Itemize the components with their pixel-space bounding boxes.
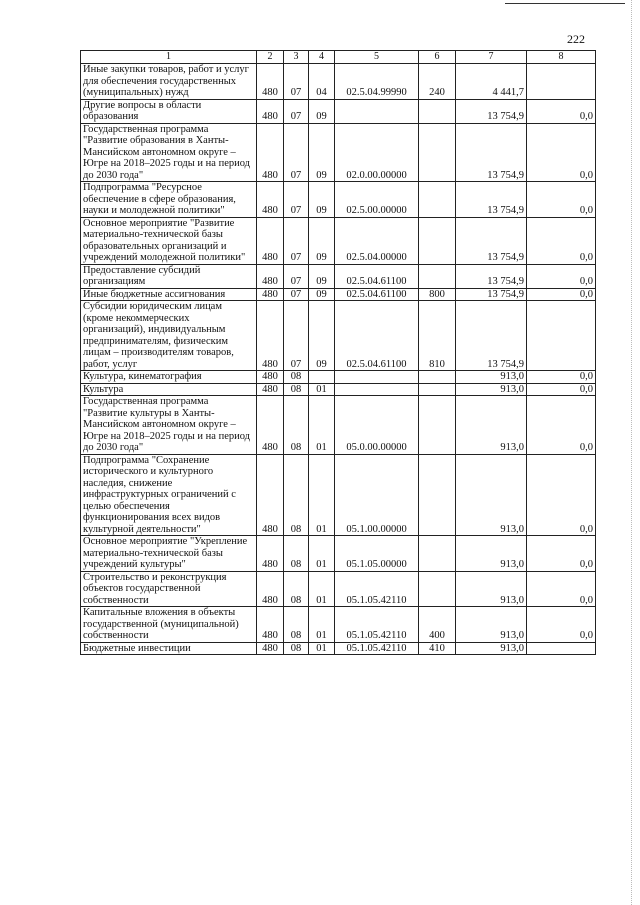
cell-admin-code: 480: [257, 383, 284, 396]
cell-target-article: 05.0.00.00000: [335, 396, 419, 455]
cell-expense-type: [419, 182, 456, 218]
cell-subsection: 09: [309, 301, 335, 371]
cell-name: Культура, кинематография: [81, 371, 257, 384]
cell-subsection: 09: [309, 264, 335, 288]
cell-subsection: 09: [309, 288, 335, 301]
cell-section: 07: [284, 99, 309, 123]
cell-section: 08: [284, 383, 309, 396]
cell-section: 08: [284, 454, 309, 536]
cell-admin-code: 480: [257, 264, 284, 288]
cell-amount: 13 754,9: [456, 123, 527, 182]
cell-section: 08: [284, 396, 309, 455]
table-row: [81, 288, 596, 301]
cell-section: 07: [284, 288, 309, 301]
cell-name: Предоставление субсидий организациям: [81, 264, 257, 288]
budget-table: [80, 50, 596, 655]
header-col-7: 7: [456, 51, 527, 64]
cell-subsection: 01: [309, 607, 335, 643]
table-row: [81, 99, 596, 123]
cell-section: 07: [284, 217, 309, 264]
header-col-8: 8: [527, 51, 596, 64]
table-row: [81, 396, 596, 455]
cell-name: Капитальные вложения в объекты государственной (муниципальной) собственности: [81, 607, 257, 643]
table-row: [81, 536, 596, 572]
cell-amount-federal: 0,0: [527, 182, 596, 218]
cell-expense-type: [419, 571, 456, 607]
cell-amount: 913,0: [456, 371, 527, 384]
cell-expense-type: [419, 123, 456, 182]
cell-section: 08: [284, 536, 309, 572]
cell-amount-federal: 0,0: [527, 454, 596, 536]
cell-amount: 913,0: [456, 571, 527, 607]
cell-amount: 13 754,9: [456, 99, 527, 123]
cell-name: Подпрограмма "Ресурсное обеспечение в сфере образования, науки и молодежной политики": [81, 182, 257, 218]
header-row: [81, 51, 596, 64]
cell-name: Государственная программа "Развитие образования в Ханты-Мансийском автономном округе – Югре на 2018–2025 годы и на период до 2030 года": [81, 123, 257, 182]
cell-amount-federal: [527, 301, 596, 371]
cell-admin-code: 480: [257, 607, 284, 643]
cell-section: 08: [284, 607, 309, 643]
cell-amount: 913,0: [456, 396, 527, 455]
cell-target-article: [335, 371, 419, 384]
cell-amount-federal: 0,0: [527, 99, 596, 123]
cell-amount-federal: 0,0: [527, 607, 596, 643]
table-row: [81, 607, 596, 643]
cell-admin-code: 480: [257, 642, 284, 655]
cell-amount: 913,0: [456, 383, 527, 396]
cell-subsection: 01: [309, 383, 335, 396]
cell-amount: 13 754,9: [456, 301, 527, 371]
cell-admin-code: 480: [257, 454, 284, 536]
header-col-4: 4: [309, 51, 335, 64]
cell-admin-code: 480: [257, 396, 284, 455]
cell-amount-federal: 0,0: [527, 396, 596, 455]
header-col-5: 5: [335, 51, 419, 64]
cell-amount-federal: 0,0: [527, 264, 596, 288]
cell-subsection: 01: [309, 642, 335, 655]
cell-admin-code: 480: [257, 182, 284, 218]
table-row: [81, 571, 596, 607]
table-row: [81, 301, 596, 371]
cell-amount: 913,0: [456, 536, 527, 572]
cell-target-article: 05.1.05.42110: [335, 642, 419, 655]
cell-admin-code: 480: [257, 371, 284, 384]
cell-target-article: 02.5.04.61100: [335, 301, 419, 371]
cell-target-article: [335, 383, 419, 396]
cell-expense-type: [419, 536, 456, 572]
cell-section: 07: [284, 123, 309, 182]
table-row: [81, 454, 596, 536]
cell-amount: 913,0: [456, 642, 527, 655]
cell-subsection: 09: [309, 182, 335, 218]
table-row: [81, 371, 596, 384]
cell-section: 08: [284, 571, 309, 607]
cell-target-article: 05.1.00.00000: [335, 454, 419, 536]
table-row: [81, 383, 596, 396]
table-row: [81, 64, 596, 100]
cell-expense-type: 410: [419, 642, 456, 655]
cell-expense-type: [419, 99, 456, 123]
cell-name: Бюджетные инвестиции: [81, 642, 257, 655]
cell-expense-type: 800: [419, 288, 456, 301]
cell-amount-federal: 0,0: [527, 217, 596, 264]
scan-edge: [631, 0, 632, 905]
cell-name: Иные закупки товаров, работ и услуг для обеспечения государственных (муниципальных) нужд: [81, 64, 257, 100]
cell-expense-type: [419, 264, 456, 288]
cell-name: Культура: [81, 383, 257, 396]
cell-admin-code: 480: [257, 288, 284, 301]
cell-name: Субсидии юридическим лицам (кроме некоммерческих организаций), индивидуальным предпринимателям, физическим лицам – производителям товаров, работ, услуг: [81, 301, 257, 371]
cell-subsection: 01: [309, 571, 335, 607]
cell-target-article: 02.5.04.00000: [335, 217, 419, 264]
cell-admin-code: 480: [257, 536, 284, 572]
cell-subsection: 09: [309, 123, 335, 182]
cell-amount-federal: 0,0: [527, 288, 596, 301]
cell-amount: 913,0: [456, 454, 527, 536]
cell-expense-type: 810: [419, 301, 456, 371]
cell-expense-type: [419, 217, 456, 264]
cell-subsection: 09: [309, 217, 335, 264]
cell-admin-code: 480: [257, 217, 284, 264]
cell-amount: 13 754,9: [456, 288, 527, 301]
table-row: [81, 642, 596, 655]
cell-admin-code: 480: [257, 99, 284, 123]
cell-amount: 913,0: [456, 607, 527, 643]
cell-subsection: [309, 371, 335, 384]
cell-subsection: 04: [309, 64, 335, 100]
cell-name: Основное мероприятие "Развитие материально-технической базы образовательных организаций и учреждений молодежной политики": [81, 217, 257, 264]
cell-name: Другие вопросы в области образования: [81, 99, 257, 123]
cell-admin-code: 480: [257, 64, 284, 100]
top-rule: [505, 3, 625, 4]
header-col-3: 3: [284, 51, 309, 64]
cell-name: Основное мероприятие "Укрепление материально-технической базы учреждений культуры": [81, 536, 257, 572]
cell-expense-type: [419, 371, 456, 384]
cell-target-article: 02.5.04.61100: [335, 288, 419, 301]
cell-admin-code: 480: [257, 571, 284, 607]
table-row: [81, 217, 596, 264]
cell-admin-code: 480: [257, 301, 284, 371]
cell-expense-type: 240: [419, 64, 456, 100]
cell-expense-type: [419, 383, 456, 396]
cell-name: Строительство и реконструкция объектов государственной собственности: [81, 571, 257, 607]
cell-amount-federal: [527, 642, 596, 655]
cell-amount: 13 754,9: [456, 264, 527, 288]
cell-amount-federal: 0,0: [527, 536, 596, 572]
header-col-6: 6: [419, 51, 456, 64]
cell-section: 08: [284, 642, 309, 655]
cell-target-article: 02.0.00.00000: [335, 123, 419, 182]
cell-amount: 13 754,9: [456, 182, 527, 218]
cell-target-article: 02.5.04.61100: [335, 264, 419, 288]
cell-target-article: 05.1.05.00000: [335, 536, 419, 572]
cell-section: 07: [284, 64, 309, 100]
cell-amount: 4 441,7: [456, 64, 527, 100]
cell-subsection: 01: [309, 454, 335, 536]
cell-amount-federal: 0,0: [527, 123, 596, 182]
cell-subsection: 01: [309, 536, 335, 572]
cell-amount-federal: 0,0: [527, 571, 596, 607]
cell-target-article: 02.5.04.99990: [335, 64, 419, 100]
cell-section: 07: [284, 301, 309, 371]
cell-amount-federal: [527, 64, 596, 100]
cell-subsection: 01: [309, 396, 335, 455]
cell-target-article: [335, 99, 419, 123]
cell-section: 07: [284, 182, 309, 218]
cell-name: Подпрограмма "Сохранение исторического и культурного наследия, снижение инфраструктурных ограничений с целью обеспечения функционирования всех видов культурной деятельности": [81, 454, 257, 536]
page-number: 222: [567, 32, 585, 46]
header-col-2: 2: [257, 51, 284, 64]
cell-name: Иные бюджетные ассигнования: [81, 288, 257, 301]
table-row: [81, 123, 596, 182]
cell-amount-federal: 0,0: [527, 371, 596, 384]
cell-name: Государственная программа "Развитие культуры в Ханты-Мансийском автономном округе – Югре на 2018–2025 годы и на период до 2030 года": [81, 396, 257, 455]
cell-amount: 13 754,9: [456, 217, 527, 264]
cell-expense-type: [419, 396, 456, 455]
cell-target-article: 05.1.05.42110: [335, 571, 419, 607]
cell-section: 08: [284, 371, 309, 384]
table-row: [81, 182, 596, 218]
cell-amount-federal: 0,0: [527, 383, 596, 396]
cell-target-article: 05.1.05.42110: [335, 607, 419, 643]
cell-expense-type: [419, 454, 456, 536]
cell-subsection: 09: [309, 99, 335, 123]
cell-section: 07: [284, 264, 309, 288]
cell-expense-type: 400: [419, 607, 456, 643]
cell-admin-code: 480: [257, 123, 284, 182]
cell-target-article: 02.5.00.00000: [335, 182, 419, 218]
table-row: [81, 264, 596, 288]
header-col-1: 1: [81, 51, 257, 64]
